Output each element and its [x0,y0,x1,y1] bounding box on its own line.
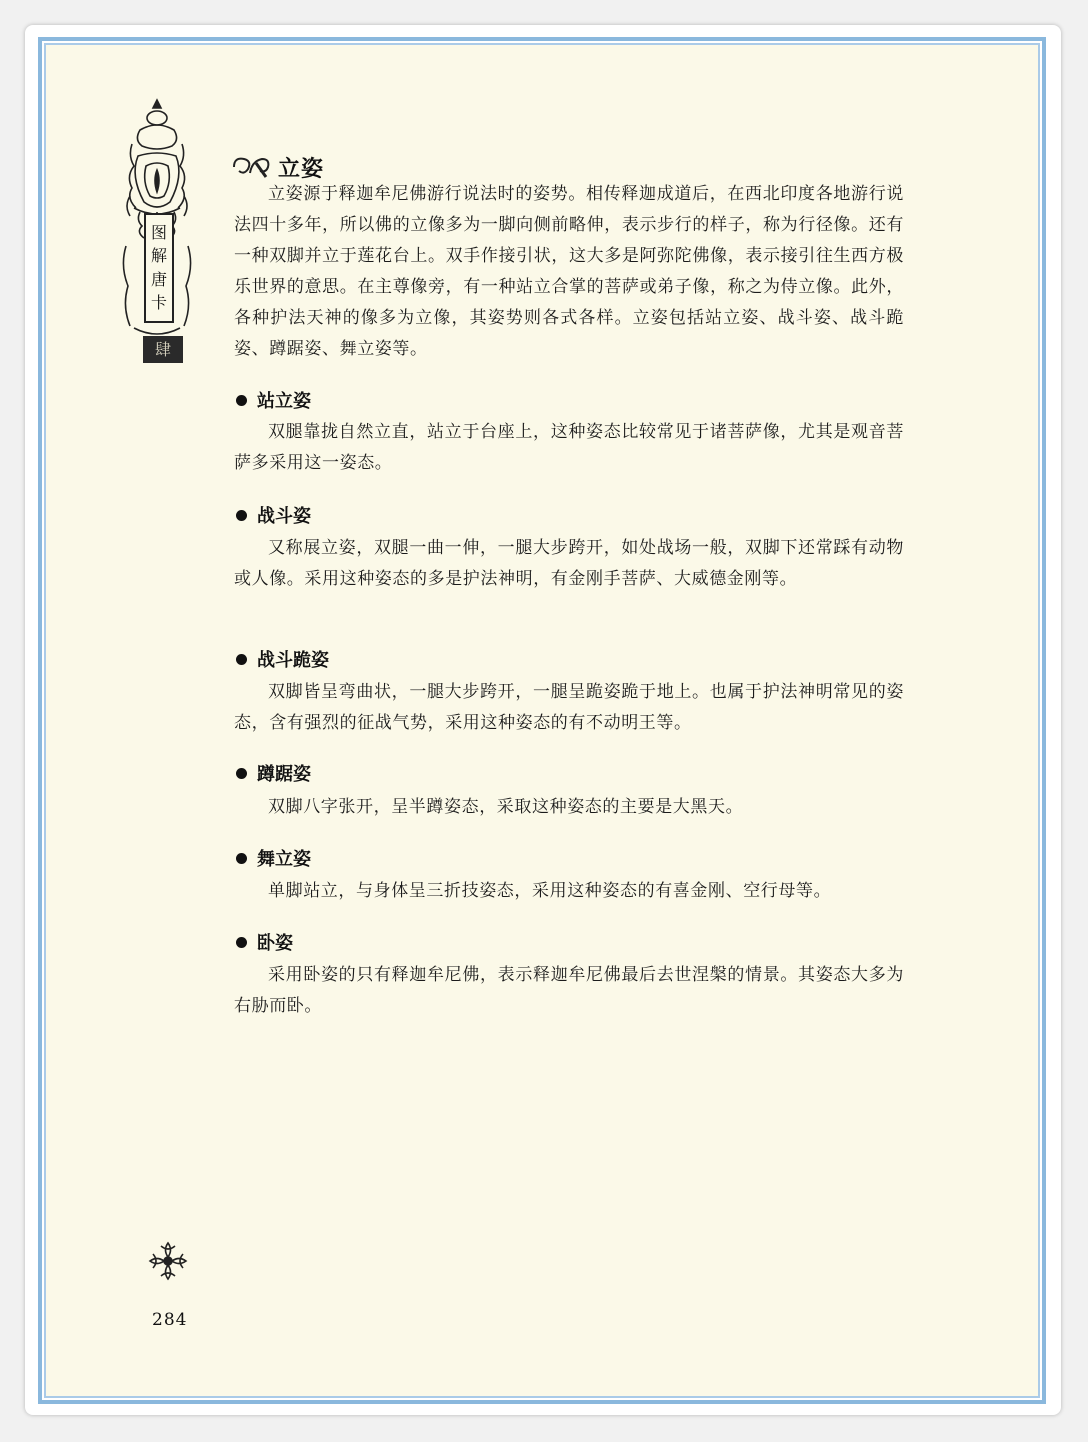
cloud-scroll-icon [230,153,272,181]
subsection-heading [236,646,329,672]
bullet-icon [236,768,247,779]
bullet-icon [236,853,247,864]
tag-char: 卡 [150,293,167,313]
subsection-text: 双脚八字张开，呈半蹲姿态，采取这种姿态的主要是大黑天。 [268,797,744,817]
subsection-heading [236,502,311,528]
page-title: 立姿 [278,155,325,182]
bullet-icon [236,395,247,406]
subsection-text: 采用卧姿的只有释迦牟尼佛，表示释迦牟尼佛最后去世涅槃的情景。其姿态大多为右胁而卧。 [234,965,904,1016]
subsection-title: 蹲踞姿 [257,764,311,785]
subsection-heading [236,387,311,413]
seal-stamp: 肆 [143,336,183,363]
subsection-heading [236,845,311,871]
tag-char: 图 [150,222,167,242]
subsection-text: 双腿靠拢自然立直，站立于台座上，这种姿态比较常见于诸菩萨像，尤其是观音菩萨多采用这一姿态。 [234,422,904,473]
subsection-title: 战斗姿 [257,506,311,527]
book-series-tag [144,213,174,323]
bullet-icon [236,654,247,665]
subsection-text: 单脚站立，与身体呈三折技姿态，采用这种姿态的有喜金刚、空行母等。 [268,881,832,901]
subsection-text: 又称展立姿，双腿一曲一伸，一腿大步跨开，如处战场一般，双脚下还常踩有动物或人像。采用这种姿态的多是护法神明，有金刚手菩萨、大威德金刚等。 [234,538,904,589]
tag-char: 唐 [150,269,167,289]
subsection-title: 战斗跪姿 [257,650,329,671]
page-number: 284 [152,1310,188,1330]
subsection-title: 卧姿 [257,933,293,954]
subsection-heading [236,760,311,786]
subsection-heading [236,929,293,955]
bullet-icon [236,510,247,521]
subsection-title: 舞立姿 [257,849,311,870]
crossed-vajra-icon [147,1240,189,1282]
subsection-title: 站立姿 [257,391,311,412]
subsection-text: 双脚皆呈弯曲状，一腿大步跨开，一腿呈跪姿跪于地上。也属于护法神明常见的姿态，含有强烈的征战气势，采用这种姿态的有不动明王等。 [234,682,904,733]
bullet-icon [236,937,247,948]
tag-char: 解 [150,246,167,266]
intro-paragraph: 立姿源于释迦牟尼佛游行说法时的姿势。相传释迦成道后，在西北印度各地游行说法四十多年，所以佛的立像多为一脚向侧前略伸，表示步行的样子，称为行径像。还有一种双脚并立于莲花台上。双手作接引状，这大多是阿弥陀佛像，表示接引往生西方极乐世界的意思。在主尊像旁，有一种站立合掌的菩萨或弟子像，称之为侍立像。此外，各种护法天神的像多为立像，其姿势则各式各样。立姿包括站立姿、战斗姿、战斗跪姿、蹲踞姿、舞立姿等。 [234,184,904,359]
